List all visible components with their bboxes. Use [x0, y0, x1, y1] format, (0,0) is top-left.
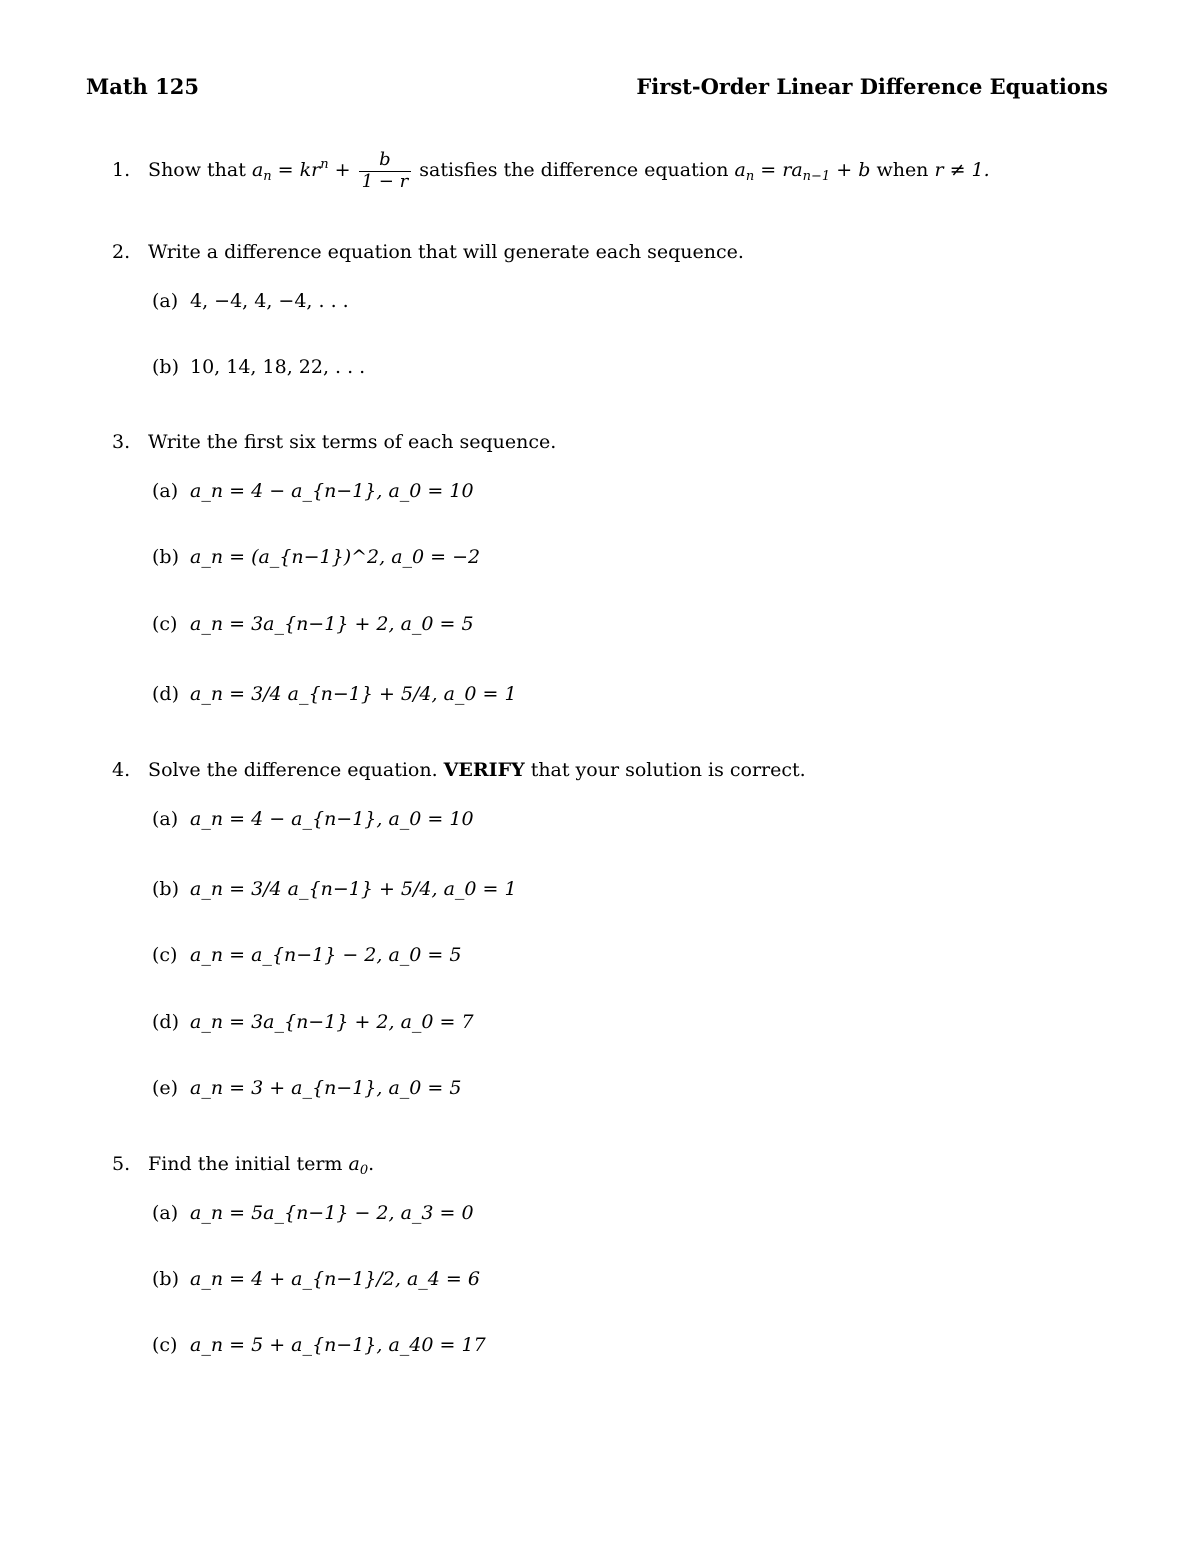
- equation: a_n = 4 − a_{n−1}, a_0 = 10: [190, 480, 474, 502]
- part-2b: (b) 10, 14, 18, 22, . . .: [152, 356, 366, 378]
- equation: $a_n = ra_{n-1} + b$: [734, 159, 871, 185]
- worksheet-title: First-Order Linear Difference Equations: [636, 74, 1108, 99]
- part-4d: (d) a_n = 3a_{n−1} + 2, a_0 = 7: [152, 1011, 474, 1033]
- part-3a: (a) a_n = 4 − a_{n−1}, a_0 = 10: [152, 480, 474, 502]
- part-4b: (b) a_n = 3/4 a_{n−1} + 5/4, a_0 = 1: [152, 878, 517, 900]
- equation: a_n = 5 + a_{n−1}, a_40 = 17: [190, 1334, 486, 1356]
- problem-4: [112, 761, 806, 780]
- part-5c: (c) a_n = 5 + a_{n−1}, a_40 = 17: [152, 1334, 486, 1356]
- part-3d: (d) a_n = 3/4 a_{n−1} + 5/4, a_0 = 1: [152, 683, 517, 705]
- problem-1: [112, 150, 990, 192]
- problem-text: Write a difference equation that will generate each sequence.: [148, 241, 744, 263]
- part-4a: (a) a_n = 4 − a_{n−1}, a_0 = 10: [152, 808, 474, 830]
- problem-2: [112, 243, 744, 262]
- equation: a_n = 3/4 a_{n−1} + 5/4, a_0 = 1: [190, 683, 517, 705]
- condition: r ≠ 1.: [934, 159, 990, 182]
- equation: a_n = 3a_{n−1} + 2, a_0 = 7: [190, 1011, 474, 1033]
- fraction: $\frac{b}{1 - r}$: [359, 150, 412, 192]
- sequence: 4, −4, 4, −4, . . .: [190, 290, 349, 312]
- part-5b: (b) a_n = 4 + a_{n−1}/2, a_4 = 6: [152, 1268, 480, 1290]
- emphasis: VERIFY: [443, 759, 525, 781]
- problem-3: [112, 433, 556, 452]
- equation: a_n = 4 + a_{n−1}/2, a_4 = 6: [190, 1268, 480, 1290]
- page-header: [86, 74, 1108, 99]
- equation: a_n = 3a_{n−1} + 2, a_0 = 5: [190, 613, 474, 635]
- equation: a_n = 4 − a_{n−1}, a_0 = 10: [190, 808, 474, 830]
- problem-number: 1.: [112, 159, 131, 182]
- problem-text: Show that: [148, 159, 246, 182]
- part-4c: (c) a_n = a_{n−1} − 2, a_0 = 5: [152, 944, 462, 966]
- problem-text: that your solution is correct.: [530, 759, 806, 781]
- problem-number: 4.: [112, 759, 131, 781]
- problem-number: 2.: [112, 241, 131, 263]
- part-5a: (a) a_n = 5a_{n−1} − 2, a_3 = 0: [152, 1202, 474, 1224]
- part-2a: (a) 4, −4, 4, −4, . . .: [152, 290, 349, 312]
- part-3c: (c) a_n = 3a_{n−1} + 2, a_0 = 5: [152, 613, 474, 635]
- equation: a_n = a_{n−1} − 2, a_0 = 5: [190, 944, 462, 966]
- problem-number: 3.: [112, 431, 131, 453]
- initial-term: $a_0$: [348, 1153, 369, 1178]
- problem-5: 5. Find the initial term $a_0$.: [112, 1153, 375, 1178]
- part-4e: (e) a_n = 3 + a_{n−1}, a_0 = 5: [152, 1077, 462, 1099]
- course-name: Math 125: [86, 74, 199, 99]
- problem-text: Solve the difference equation.: [148, 759, 438, 781]
- sequence: 10, 14, 18, 22, . . .: [190, 356, 366, 378]
- problem-text: Find the initial term: [148, 1153, 343, 1175]
- problem-number: 5.: [112, 1153, 131, 1175]
- equation: a_n = 3/4 a_{n−1} + 5/4, a_0 = 1: [190, 878, 517, 900]
- equation: a_n = 3 + a_{n−1}, a_0 = 5: [190, 1077, 462, 1099]
- problem-text: when: [876, 159, 929, 182]
- equation: a_n = 5a_{n−1} − 2, a_3 = 0: [190, 1202, 474, 1224]
- problem-text: satisfies the difference equation: [419, 159, 729, 182]
- formula: $a_n = kr^n$ +: [251, 157, 357, 185]
- part-3b: (b) a_n = (a_{n−1})^2, a_0 = −2: [152, 546, 481, 568]
- problem-text: Write the first six terms of each sequence.: [148, 431, 557, 453]
- equation: a_n = (a_{n−1})^2, a_0 = −2: [190, 546, 481, 568]
